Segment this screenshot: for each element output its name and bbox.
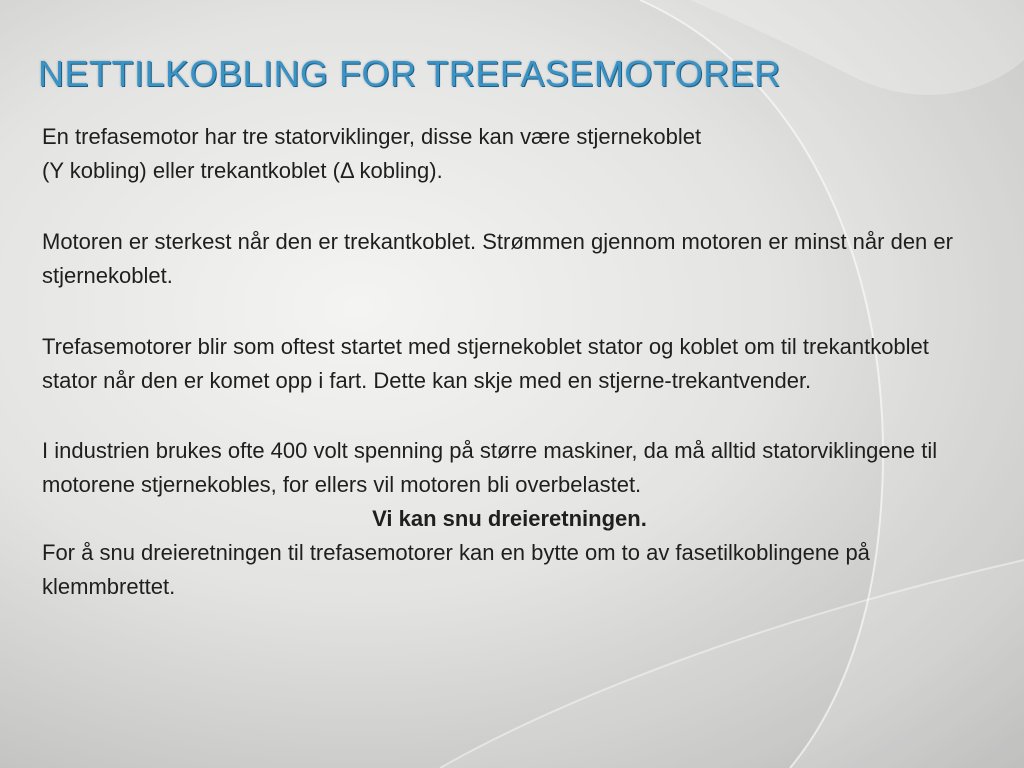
paragraph-reverse-heading: Vi kan snu dreieretningen. xyxy=(372,506,647,531)
paragraph-intro-line-1: En trefasemotor har tre statorviklinger, disse kan være stjernekoblet xyxy=(42,124,702,149)
slide-body xyxy=(42,120,977,604)
paragraph-industry-400v: I industrien brukes ofte 400 volt spenning på større maskiner, da må alltid statorviklingene til motorene stjernekobles, for ellers vil motoren bli overbelastet. xyxy=(42,438,938,497)
paragraph-reverse-direction: For å snu dreieretningen til trefasemotorer kan en bytte om to av fasetilkoblingene på klemmbrettet. xyxy=(42,540,870,599)
paragraph-star-delta-start: Trefasemotorer blir som oftest startet med stjernekoblet stator og koblet om til trekantkoblet stator når den er komet opp i fart. Dette kan skje med en stjerne-trekantvender. xyxy=(42,334,929,393)
paragraph-motor-strength: Motoren er sterkest når den er trekantkoblet. Strømmen gjennom motoren er minst når den er stjernekoblet. xyxy=(42,229,953,288)
slide-title: NETTILKOBLING FOR TREFASEMOTORER xyxy=(38,53,781,94)
paragraph-intro-line-2: (Y kobling) eller trekantkoblet (Δ kobling). xyxy=(42,158,443,183)
